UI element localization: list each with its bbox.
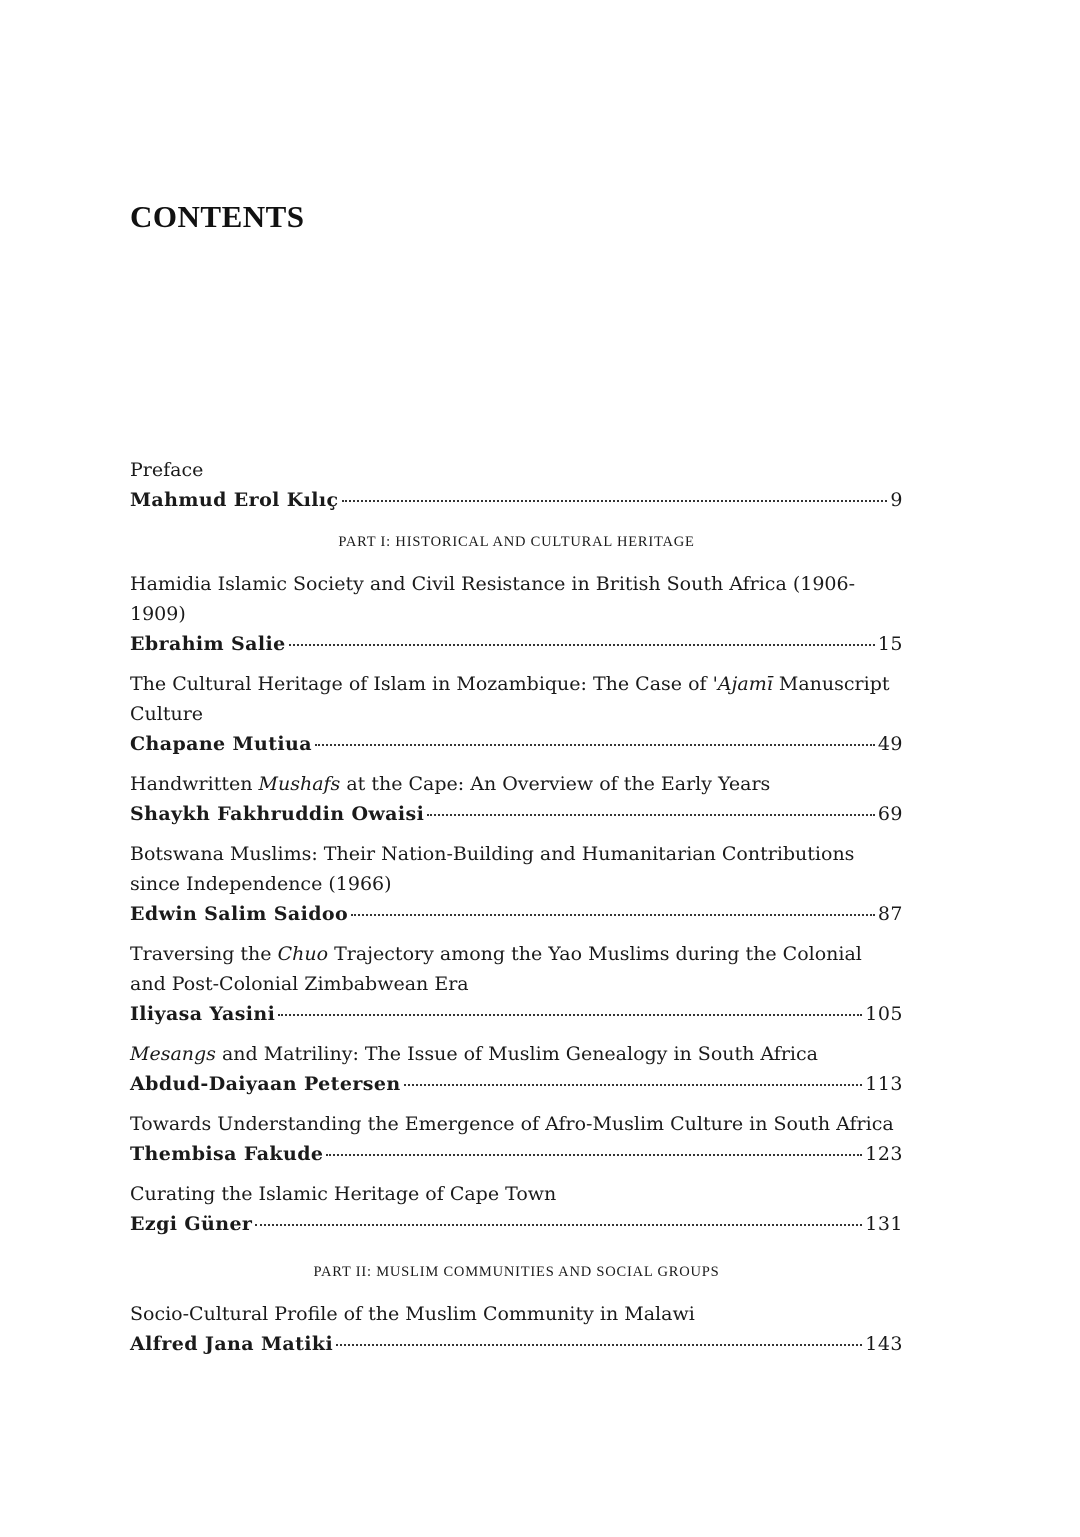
entry-author: Mahmud Erol Kılıç [130,489,339,511]
dot-leader [351,914,875,916]
toc-entry [130,1299,903,1359]
entry-title [130,939,903,999]
toc-entry [130,569,903,659]
entry-author-line [130,729,903,759]
entry-author: Chapane Mutiua [130,733,312,755]
entry-page-number: 105 [865,1003,903,1025]
toc-entry [130,1179,903,1239]
table-of-contents [130,455,903,1369]
entry-page-number: 123 [865,1143,903,1165]
entry-author-line [130,1329,903,1359]
entry-title [130,1039,903,1069]
dot-leader [427,814,875,816]
entry-title: Hamidia Islamic Society and Civil Resistance in British South Africa (1906-1909) [130,573,856,625]
title-italic: Mushafs [258,773,341,795]
page-title: CONTENTS [130,199,305,234]
toc-entry [130,669,903,759]
entry-page-number: 131 [865,1213,903,1235]
part-heading-1: PART I: HISTORICAL AND CULTURAL HERITAGE [338,534,695,550]
entry-author-line [130,1069,903,1099]
dot-leader [342,500,888,502]
dot-leader [315,744,875,746]
title-text: and Matriliny: The Issue of Muslim Genealogy in South Africa [215,1043,818,1065]
title-text: at the Cape: An Overview of the Early Years [340,773,771,795]
entry-author: Ebrahim Salie [130,633,286,655]
entry-author-line [130,629,903,659]
dot-leader [326,1154,862,1156]
title-italic: Mesangs [130,1043,216,1065]
toc-entry-preface [130,455,903,515]
entry-page-number: 87 [877,903,903,925]
toc-entry [130,1039,903,1099]
entry-author: Iliyasa Yasini [130,1003,276,1025]
entry-page-number: 9 [890,489,903,511]
entry-page-number: 15 [877,633,903,655]
entry-author-line [130,899,903,929]
entry-title [130,769,903,799]
part-heading-2: PART II: MUSLIM COMMUNITIES AND SOCIAL GROUPS [313,1264,720,1280]
entry-author-line [130,799,903,829]
dot-leader [336,1344,862,1346]
entry-author: Thembisa Fakude [130,1143,324,1165]
entry-author: Edwin Salim Saidoo [130,903,349,925]
entry-title: Socio-Cultural Profile of the Muslim Community in Malawi [130,1303,695,1325]
title-text: The Cultural Heritage of Islam in Mozambique: The Case of [130,673,713,695]
entry-page-number: 113 [865,1073,903,1095]
entry-title: Botswana Muslims: Their Nation-Building and Humanitarian Contributions since Independence (1966) [130,843,855,895]
entry-author: Abdud-Daiyaan Petersen [130,1073,401,1095]
dot-leader [289,644,875,646]
entry-author: Shaykh Fakhruddin Owaisi [130,803,425,825]
entry-author-line [130,1139,903,1169]
entry-title: Towards Understanding the Emergence of Afro-Muslim Culture in South Africa [130,1113,894,1135]
entry-title [130,669,903,729]
title-italic: Chuo [277,943,329,965]
entry-author-line [130,1209,903,1239]
entry-author: Alfred Jana Matiki [130,1333,334,1355]
title-text: Handwritten [130,773,259,795]
toc-entry [130,769,903,829]
title-text: Traversing the [130,943,278,965]
title-italic: 'Ajamī [712,673,773,695]
toc-entry [130,839,903,929]
entry-title: Curating the Islamic Heritage of Cape Town [130,1183,557,1205]
title-text: Manuscript Culture [130,673,890,725]
entry-page-number: 69 [877,803,903,825]
toc-entry [130,939,903,1029]
entry-page-number: 143 [865,1333,903,1355]
dot-leader [255,1224,862,1226]
entry-author-line [130,999,903,1029]
dot-leader [278,1014,862,1016]
entry-author-line [130,485,903,515]
dot-leader [404,1084,863,1086]
entry-page-number: 49 [877,733,903,755]
title-text: Trajectory among the Yao Muslims during the Colonial and Post-Colonial Zimbabwean Era [130,943,862,995]
toc-entry [130,1109,903,1169]
entry-author: Ezgi Güner [130,1213,253,1235]
entry-title: Preface [130,459,204,481]
